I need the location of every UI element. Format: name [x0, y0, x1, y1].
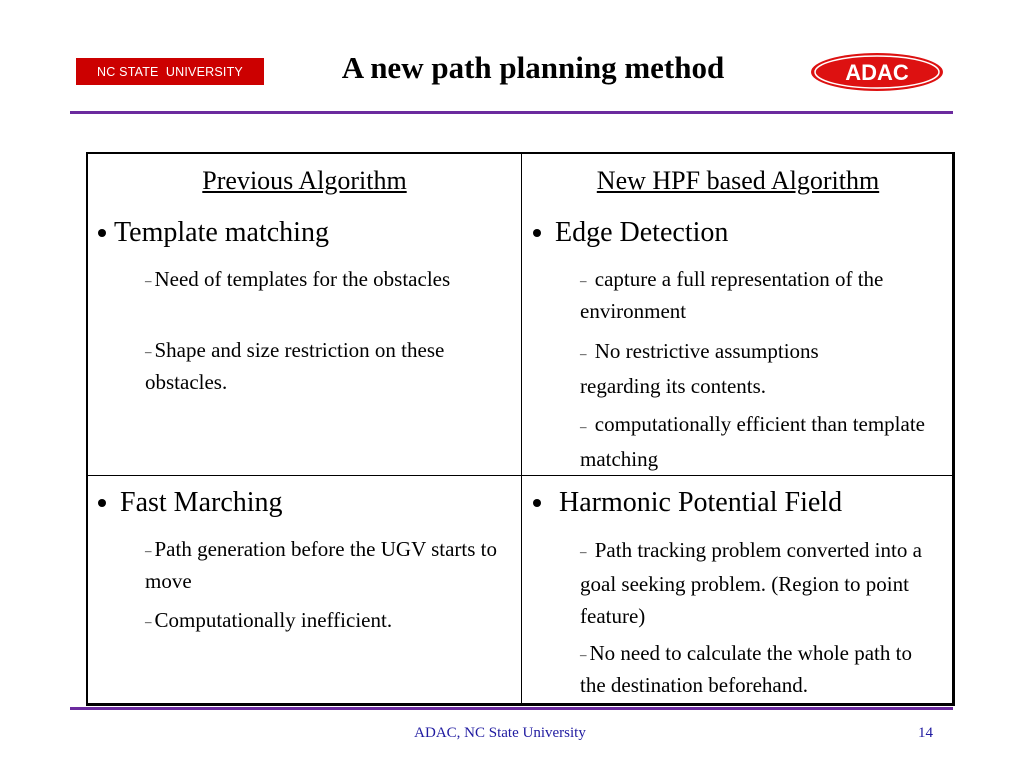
bullet-dot-icon [533, 499, 541, 507]
bullet-dot-icon [533, 229, 541, 237]
slide-title: A new path planning method [341, 50, 725, 85]
sub-item: – Path generation before the UGV starts to move [145, 537, 498, 594]
bullet-fast-marching: Fast Marching [98, 487, 283, 519]
adac-logo-text: ADAC [845, 60, 909, 85]
header-divider [70, 111, 953, 114]
sub-item: – Computationally inefficient. [145, 608, 393, 632]
column-header-new: New HPF based Algorithm [596, 166, 880, 195]
comparison-table [86, 152, 955, 706]
nc-state-logo: NC STATE UNIVERSITY [76, 58, 264, 85]
bullet-dot-icon [98, 499, 106, 507]
sub-item: – Shape and size restriction on these obstacles. [145, 338, 445, 395]
sub-item: – capture a full representation of the environment [580, 267, 884, 324]
footer-text: ADAC, NC State University [414, 725, 586, 741]
column-header-previous: Previous Algorithm [202, 166, 407, 195]
footer-divider [70, 707, 953, 710]
adac-logo [810, 52, 944, 92]
page-number: 14 [918, 725, 933, 741]
sub-item: – computationally efficient than template matching [580, 412, 925, 471]
sub-item: – Need of templates for the obstacles [145, 267, 451, 291]
sub-item: – Path tracking problem converted into a goal seeking problem. (Region to point feature) [580, 538, 922, 629]
column-divider [521, 154, 522, 703]
sub-item: – No need to calculate the whole path to the destination beforehand. [580, 641, 912, 698]
bullet-edge-detection: Edge Detection [533, 217, 728, 249]
sub-item: – No restrictive assumptions regarding its contents. [580, 339, 819, 398]
bullet-dot-icon [98, 229, 106, 237]
bullet-harmonic-potential-field: Harmonic Potential Field [533, 487, 842, 519]
bullet-template-matching: Template matching [98, 217, 329, 249]
